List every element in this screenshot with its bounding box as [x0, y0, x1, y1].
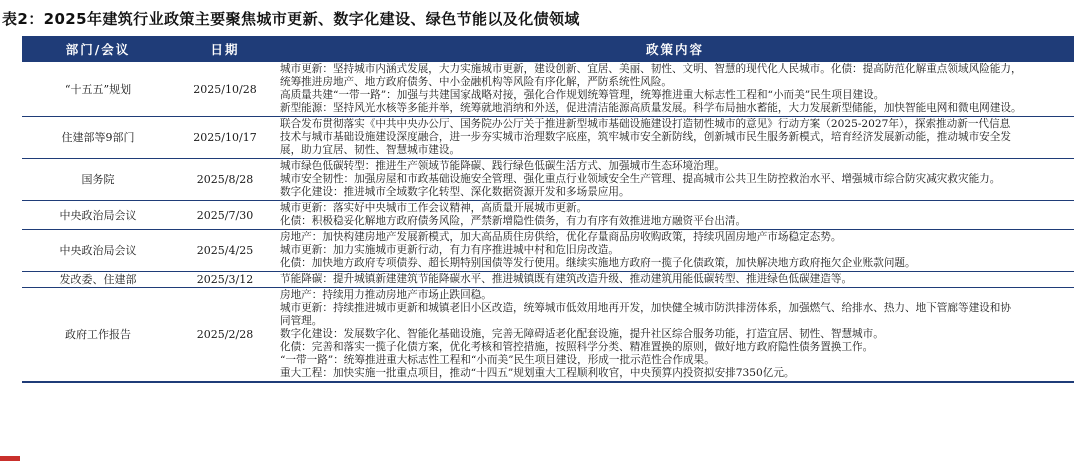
content-cell — [276, 159, 1074, 201]
date-cell: 2025/4/25 — [174, 230, 276, 272]
content-cell — [276, 201, 1074, 230]
header-dept: 部门/会议 — [22, 36, 174, 62]
content-line: 化债：加快地方政府专项债券、超长期特别国债等发行使用。继续实施地方政府一揽子化债政策，加快解决地方政府拖欠企业账款问题。 — [280, 257, 916, 269]
date-cell: 2025/8/28 — [174, 159, 276, 201]
dept-cell: 中央政治局会议 — [22, 201, 174, 230]
content-line: 高质量共建“一带一路”：加强与共建国家战略对接，强化合作规划统筹管理，统筹推进重大标志性工程和“小而美”民生项目建设。 — [280, 89, 885, 101]
content-line: 节能降碳：提升城镇新建建筑节能降碳水平、推进城镇既有建筑改造升级、推动建筑用能低碳转型、推进绿色低碳建造等。 — [280, 273, 853, 285]
content-line: 城市安全韧性：加强房屋和市政基础设施安全管理、强化重点行业领域安全生产管理、提高城市公共卫生防控救治水平、增强城市综合防灾减灾救灾能力。 — [280, 173, 1001, 185]
date-cell: 2025/7/30 — [174, 201, 276, 230]
footer-accent-bar — [0, 456, 20, 461]
content-cell — [276, 62, 1074, 117]
content-line: 数字化建设：推进城市全域数字化转型、深化数据资源开发和多场景应用。 — [280, 186, 630, 198]
dept-cell: 发改委、住建部 — [22, 272, 174, 288]
dept-cell: 中央政治局会议 — [22, 230, 174, 272]
content-cell — [276, 272, 1074, 288]
content-line: 城市更新：坚持城市内涵式发展，大力实施城市更新，建设创新、宜居、美丽、韧性、文明、智慧的现代化人民城市。化债：提高防范化解重点领域风险能力， — [280, 63, 1022, 75]
content-line: 城市绿色低碳转型：推进生产领域节能降碳、践行绿色低碳生活方式、加强城市生态环境治理。 — [280, 160, 725, 172]
content-line: “一带一路”：统筹推进重大标志性工程和“小而美”民生项目建设，形成一批示范性合作成果。 — [280, 354, 715, 366]
table-row — [22, 272, 1074, 288]
content-line: 联合发布贯彻落实《中共中央办公厅、国务院办公厅关于推进新型城市基础设施建设打造韧性城市的意见》行动方案（2025-2027年），探索推动新一代信息 — [280, 118, 1011, 130]
content-line: 房地产：持续用力推动房地产市场止跌回稳。 — [280, 289, 492, 301]
content-line: 新型能源：坚持风光水核等多能并举，统筹就地消纳和外送，促进清洁能源高质量发展。科学布局抽水蓄能，大力发展新型储能，加快智能电网和微电网建设。 — [280, 102, 1022, 114]
content-line: 数字化建设：发展数字化、智能化基础设施，完善无障碍适老化配套设施，提升社区综合服务功能，打造宜居、韧性、智慧城市。 — [280, 328, 884, 340]
dept-cell: “十五五”规划 — [22, 62, 174, 117]
table-row — [22, 230, 1074, 272]
content-line: 化债：完善和落实一揽子化债方案，优化考核和管控措施，按照科学分类、精准置换的原则，做好地方政府隐性债务置换工作。 — [280, 341, 874, 353]
date-cell: 2025/10/28 — [174, 62, 276, 117]
table-row — [22, 62, 1074, 117]
table-row — [22, 159, 1074, 201]
content-line: 展，助力宜居、韧性、智慧城市建设。 — [280, 144, 461, 156]
content-cell — [276, 117, 1074, 159]
date-cell: 2025/3/12 — [174, 272, 276, 288]
table-row — [22, 201, 1074, 230]
content-line: 统筹推进房地产、地方政府债务、中小金融机构等风险有序化解，严防系统性风险。 — [280, 76, 672, 88]
content-line: 城市更新：加力实施城市更新行动，有力有序推进城中村和危旧房改造。 — [280, 244, 619, 256]
table-row — [22, 288, 1074, 383]
policy-table — [22, 36, 1074, 383]
dept-cell: 住建部等9部门 — [22, 117, 174, 159]
dept-cell: 政府工作报告 — [22, 288, 174, 383]
dept-cell: 国务院 — [22, 159, 174, 201]
table-body — [22, 62, 1074, 382]
content-line: 技术与城市基础设施建设深度融合，进一步夯实城市治理数字底座，筑牢城市安全新防线，创新城市民生服务新模式，培育经济发展新动能，推动城市安全发 — [280, 131, 1011, 143]
date-cell: 2025/10/17 — [174, 117, 276, 159]
date-cell: 2025/2/28 — [174, 288, 276, 383]
content-line: 化债：积极稳妥化解地方政府债务风险，严禁新增隐性债务，有力有序有效推进地方融资平台出清。 — [280, 215, 747, 227]
content-line: 同管理。 — [280, 315, 323, 327]
content-cell — [276, 230, 1074, 272]
content-line: 城市更新：持续推进城市更新和城镇老旧小区改造，统筹城市低效用地再开发，加快健全城市防洪排涝体系，加强燃气、给排水、热力、地下管廊等建设和协 — [280, 302, 1011, 314]
content-line: 房地产：加快构建房地产发展新模式，加大高品质住房供给，优化存量商品房收购政策，持续巩固房地产市场稳定态势。 — [280, 231, 842, 243]
content-line: 城市更新：落实好中央城市工作会议精神，高质量开展城市更新。 — [280, 202, 588, 214]
content-line: 重大工程：加快实施一批重点项目，推动“十四五”规划重大工程顺利收官，中央预算内投资拟安排7350亿元。 — [280, 367, 795, 379]
header-content: 政策内容 — [276, 36, 1074, 62]
table-row — [22, 117, 1074, 159]
table-title: 表2：2025年建筑行业政策主要聚焦城市更新、数字化建设、绿色节能以及化债领域 — [2, 10, 580, 28]
table-header-row — [22, 36, 1074, 62]
content-cell — [276, 288, 1074, 383]
header-date: 日期 — [174, 36, 276, 62]
